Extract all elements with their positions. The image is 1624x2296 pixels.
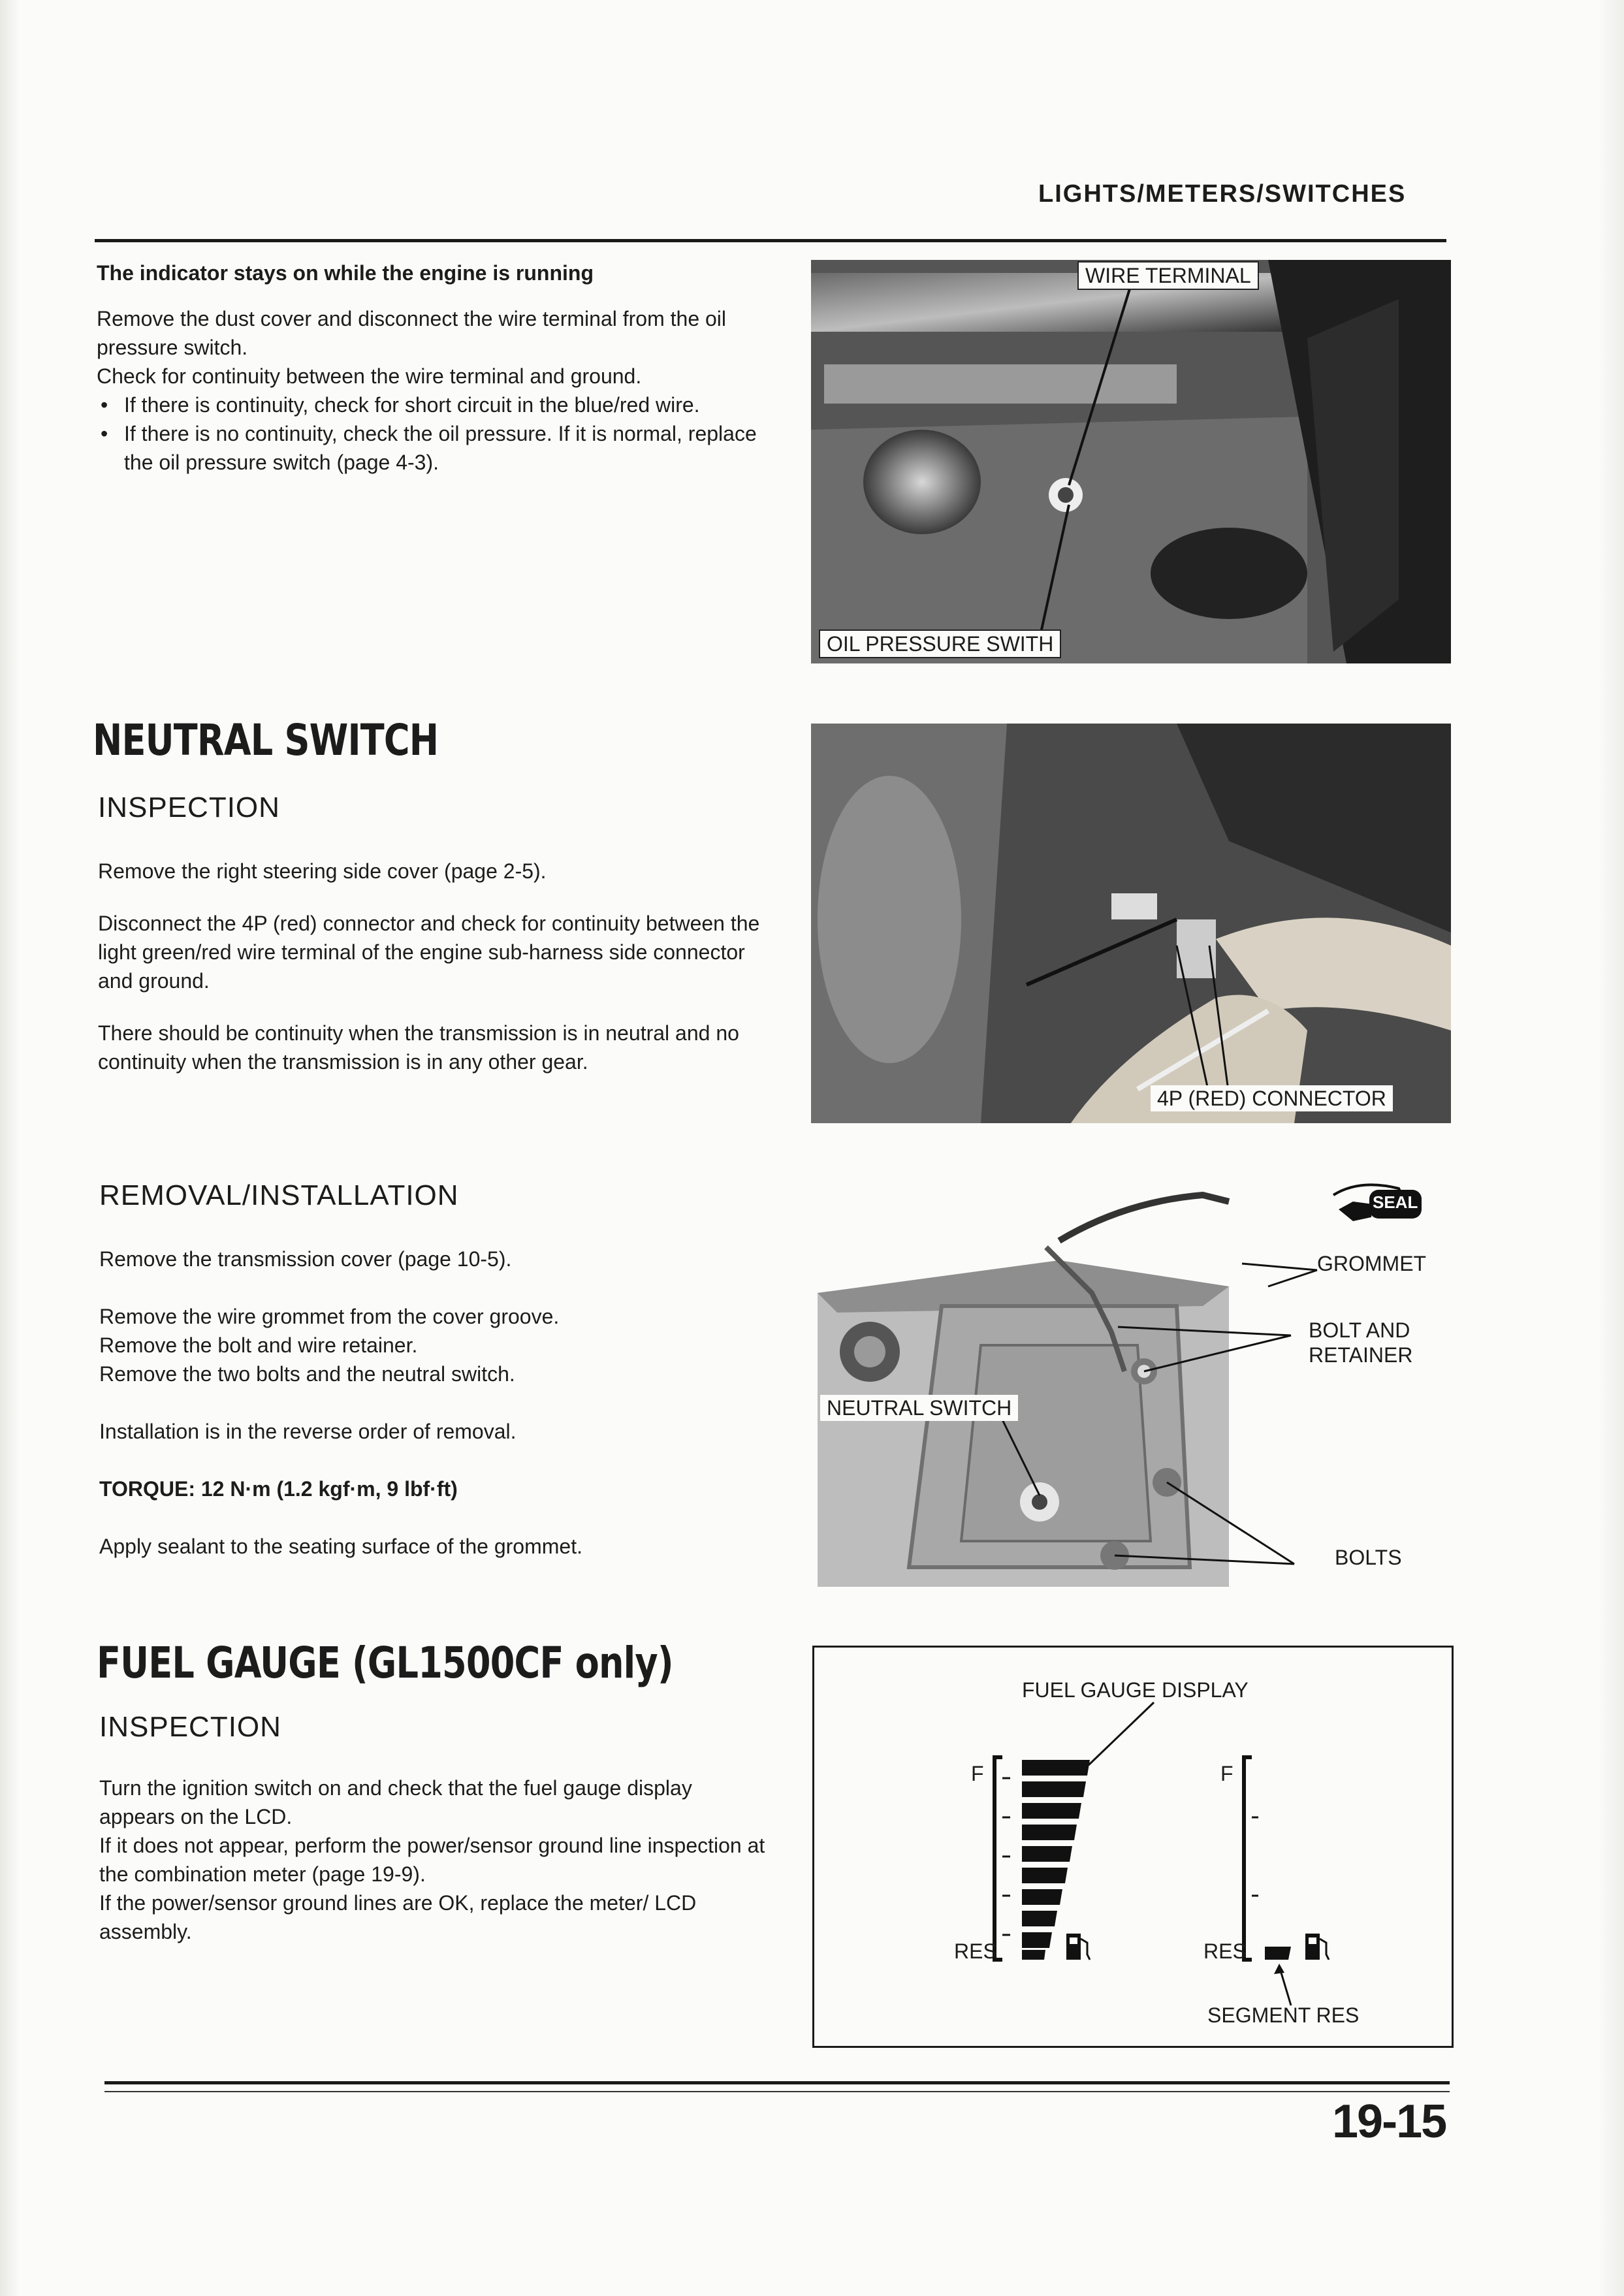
header-rule <box>95 239 1446 242</box>
page-number: 19-15 <box>1332 2096 1446 2148</box>
fuel-inspection-text <box>99 1774 772 1946</box>
fuel-p3: If the power/sensor ground lines are OK, replace the meter/ LCD assembly. <box>99 1891 697 1943</box>
label-wire-terminal: WIRE TERMINAL <box>1077 261 1259 290</box>
connector-photo <box>811 724 1451 1123</box>
footer-rule <box>104 2081 1450 2084</box>
oil-lead: The indicator stays on while the engine is running <box>97 261 594 285</box>
oil-para1: Remove the dust cover and disconnect the wire terminal from the oil pressure switch. <box>97 307 727 359</box>
fuel-inspection-heading: INSPECTION <box>99 1711 281 1743</box>
oil-section-text <box>97 259 776 477</box>
left-f-label: F <box>971 1762 984 1785</box>
connector-photo-graphic <box>811 724 1451 1123</box>
label-bolts: BOLTS <box>1335 1546 1402 1569</box>
scan-right-edge <box>1598 0 1624 2296</box>
removal-heading: REMOVAL/INSTALLATION <box>99 1179 459 1211</box>
removal-p3: Installation is in the reverse order of removal. <box>99 1420 517 1443</box>
footer-rule-thin <box>104 2091 1450 2092</box>
oil-bullet-1: • If there is continuity, check for short circuit in the blue/red wire. <box>124 391 776 419</box>
transmission-cover-figure <box>811 1175 1464 1587</box>
fuel-p2: If it does not appear, perform the power/sensor ground line inspection at the combination meter (page 19-9). <box>99 1834 765 1886</box>
oil-bullet-2: • If there is no continuity, check the oil pressure. If it is normal, replace the oil pressure switch (page 4-3). <box>124 419 776 477</box>
removal-p2a: Remove the wire grommet from the cover groove. <box>99 1305 560 1328</box>
oil-pressure-photo <box>811 260 1451 663</box>
segment-res-label: SEGMENT RES <box>1207 2003 1360 2027</box>
scan-left-edge <box>0 0 20 2296</box>
label-4p-connector: 4P (RED) CONNECTOR <box>1151 1085 1393 1111</box>
section-header: LIGHTS/METERS/SWITCHES <box>1038 180 1407 208</box>
removal-p1: Remove the transmission cover (page 10-5). <box>99 1247 512 1271</box>
left-res-label: RES <box>954 1939 997 1963</box>
removal-text <box>99 1245 772 1561</box>
neutral-insp-p1: Remove the right steering side cover (page 2-5). <box>98 859 547 883</box>
removal-p2b: Remove the bolt and wire retainer. <box>99 1333 418 1357</box>
removal-p4: Apply sealant to the seating surface of the grommet. <box>99 1535 582 1558</box>
label-grommet: GROMMET <box>1317 1252 1427 1275</box>
neutral-insp-p3: There should be continuity when the transmission is in neutral and no continuity when the transmission is in any other gear. <box>98 1021 739 1074</box>
oil-photo-graphic <box>811 260 1451 663</box>
fuel-gauge-graphic <box>814 1648 1452 2046</box>
fuel-gauge-title: FUEL GAUGE (GL1500CF only) <box>97 1638 673 1688</box>
fuel-gauge-diagram <box>812 1646 1454 2048</box>
right-f-label: F <box>1220 1762 1234 1785</box>
fuel-gauge-display-label: FUEL GAUGE DISPLAY <box>1022 1678 1249 1702</box>
label-neutral-switch: NEUTRAL SWITCH <box>820 1395 1018 1421</box>
neutral-inspection-heading: INSPECTION <box>98 791 280 823</box>
label-retainer: RETAINER <box>1309 1343 1413 1367</box>
transmission-cover-graphic <box>811 1175 1464 1587</box>
seal-icon: SEAL <box>1373 1192 1418 1212</box>
oil-bullets <box>97 391 776 477</box>
right-res-label: RES <box>1203 1939 1247 1963</box>
neutral-insp-p2: Disconnect the 4P (red) connector and check for continuity between the light green/red wire terminal of the engine sub-harness side connector and ground. <box>98 912 760 993</box>
neutral-inspection-text <box>98 857 771 1076</box>
torque-spec: TORQUE: 12 N·m (1.2 kgf·m, 9 lbf·ft) <box>99 1477 458 1501</box>
oil-para2: Check for continuity between the wire terminal and ground. <box>97 364 642 388</box>
fuel-p1: Turn the ignition switch on and check that the fuel gauge display appears on the LCD. <box>99 1776 692 1828</box>
label-oil-pressure-switch: OIL PRESSURE SWITH <box>819 630 1061 658</box>
label-bolt-and: BOLT AND <box>1309 1318 1410 1342</box>
neutral-switch-title: NEUTRAL SWITCH <box>93 715 439 765</box>
removal-p2c: Remove the two bolts and the neutral switch. <box>99 1362 515 1386</box>
